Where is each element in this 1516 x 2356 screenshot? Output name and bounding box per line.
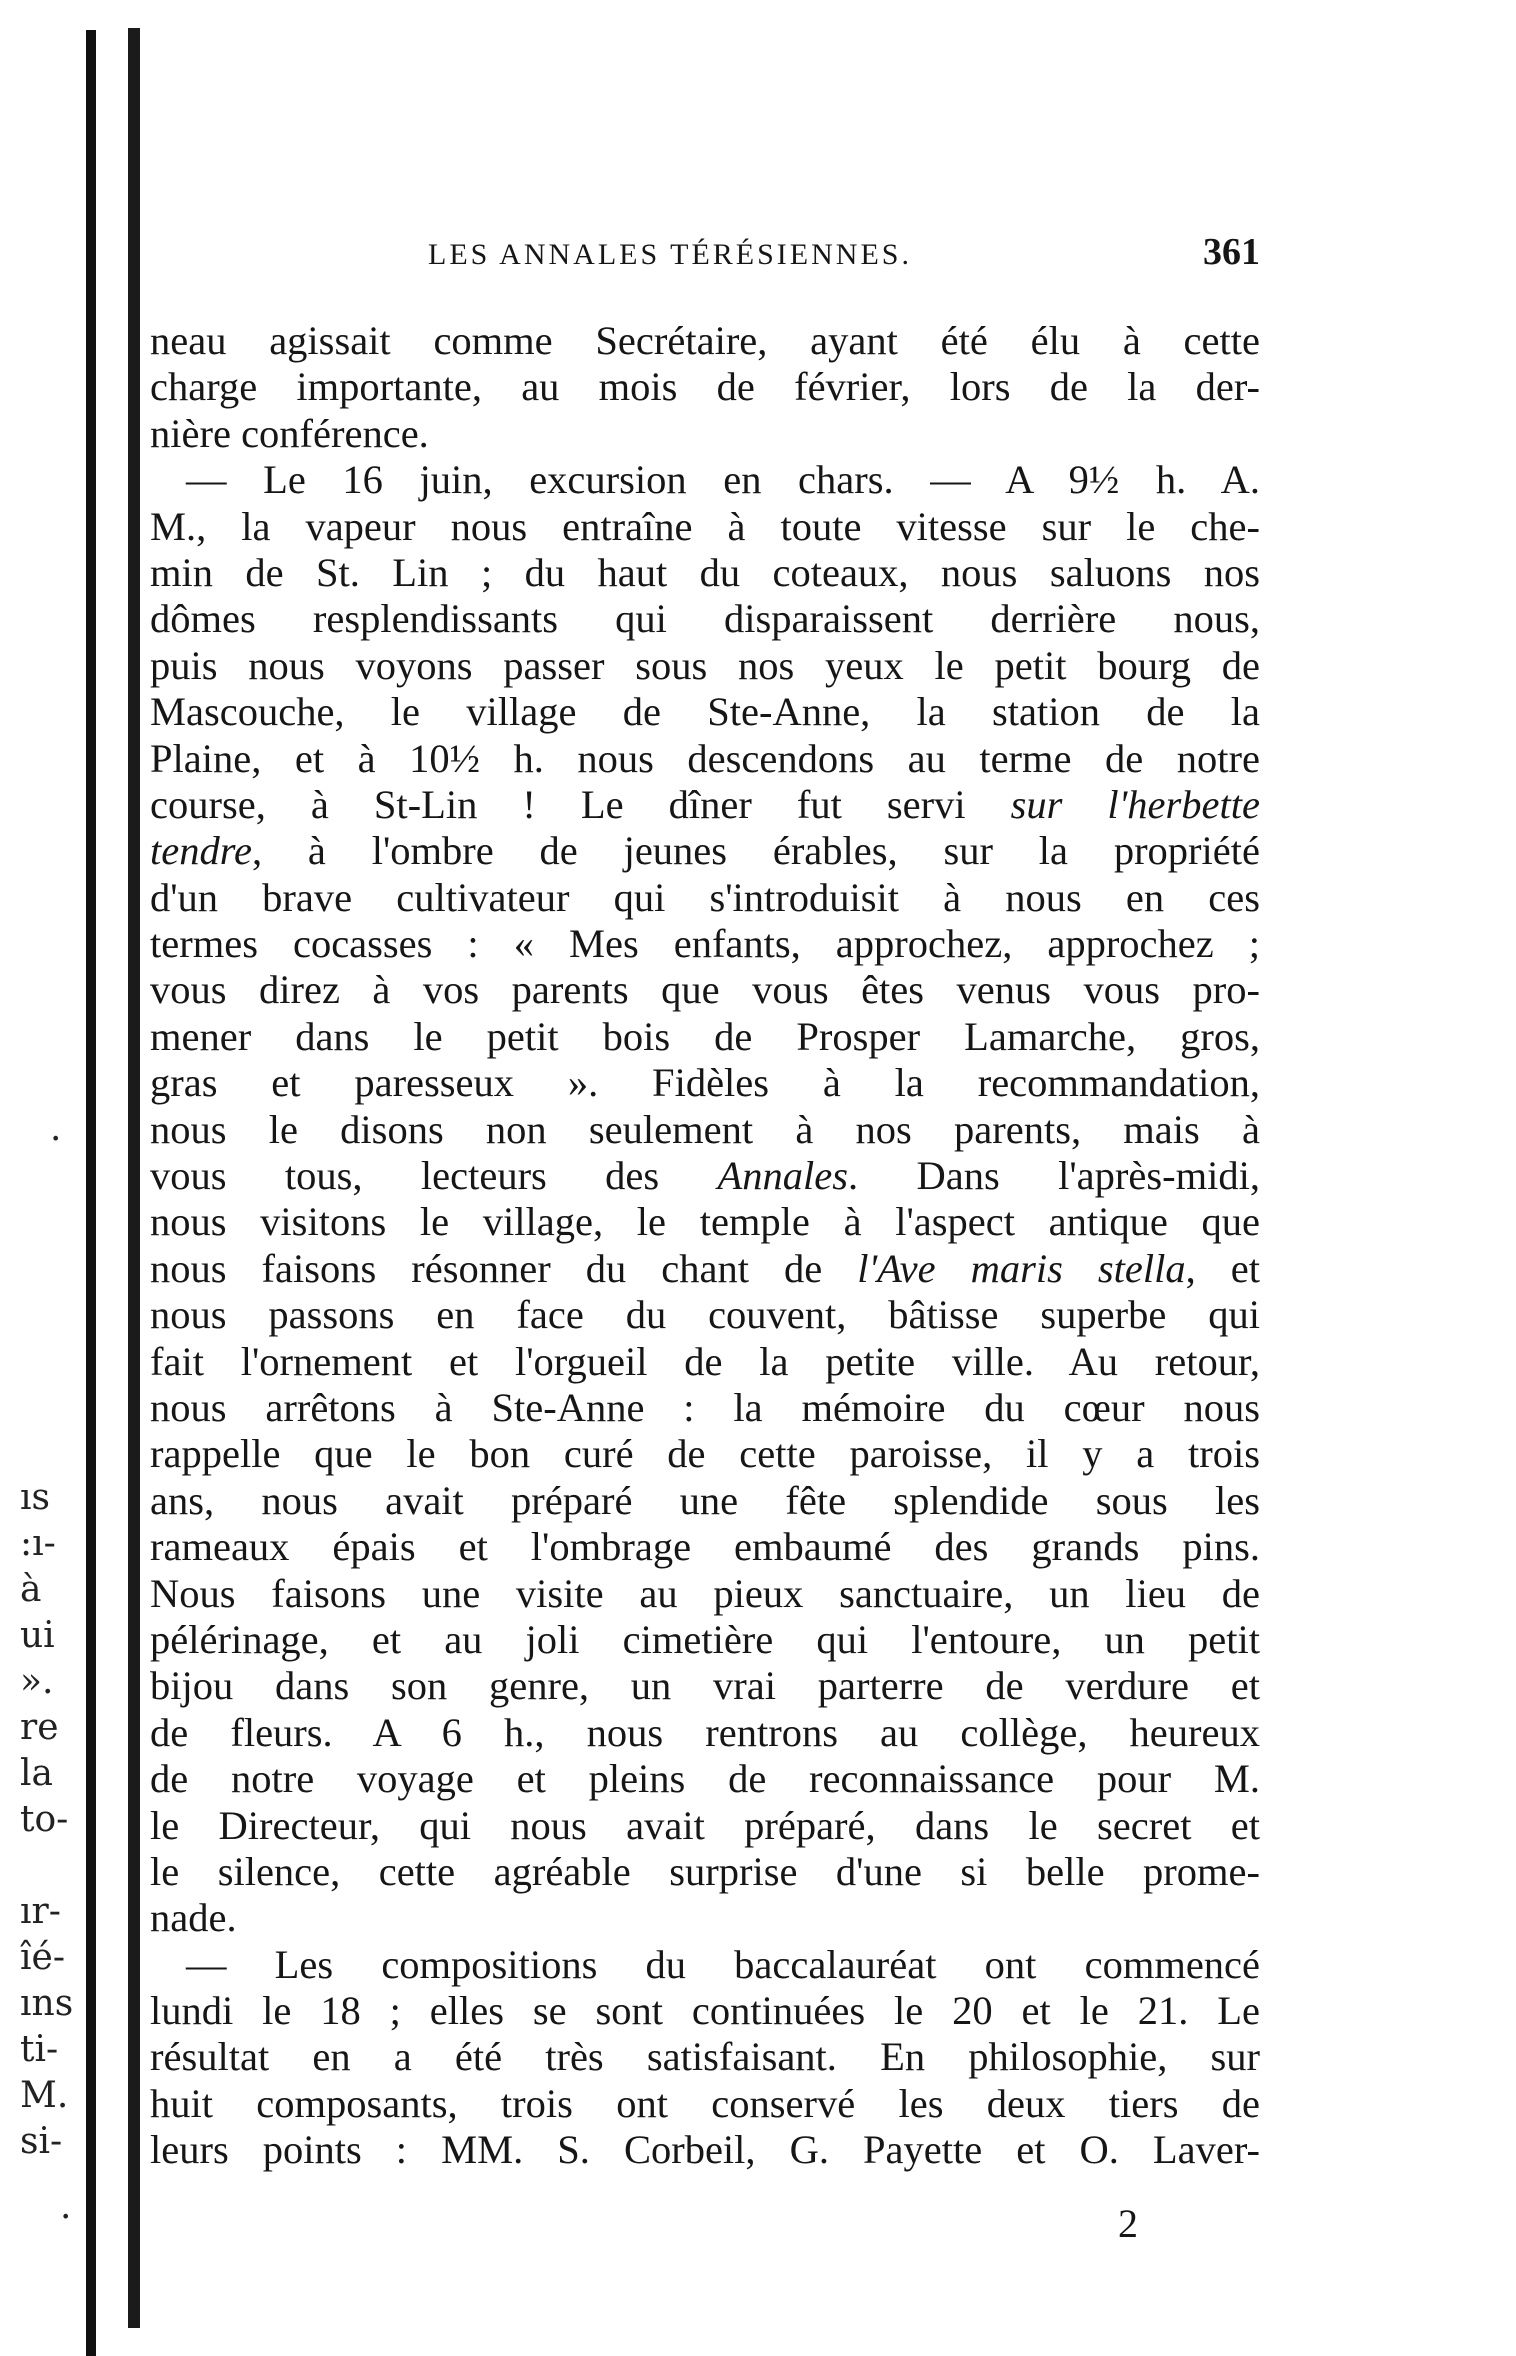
text-line: leurs points : MM. S. Corbeil, G. Payette et O. Laver- xyxy=(150,2127,1260,2173)
text-line: Mascouche, le village de Ste-Anne, la station de la xyxy=(150,689,1260,735)
text-line: nous visitons le village, le temple à l'aspect antique que xyxy=(150,1199,1260,1245)
fragment-line: M. xyxy=(20,2075,69,2116)
facing-page-fragments xyxy=(20,1475,110,2165)
text-line xyxy=(150,1153,1260,1199)
text-run: . Dans l'après-midi, xyxy=(848,1153,1260,1199)
text-line: rappelle que le bon curé de cette paroisse, il y a trois xyxy=(150,1431,1260,1477)
italic-phrase: Annales xyxy=(717,1153,849,1199)
text-line: le Directeur, qui nous avait préparé, dans le secret et xyxy=(150,1802,1260,1848)
fragment-line: re xyxy=(20,1707,59,1748)
italic-phrase: tendre xyxy=(150,828,252,874)
text-line: nous le disons non seulement à nos parents, mais à xyxy=(150,1106,1260,1152)
text-line: puis nous voyons passer sous nos yeux le petit bourg de xyxy=(150,642,1260,688)
text-line: résultat en a été très satisfaisant. En philosophie, sur xyxy=(150,2034,1260,2080)
fragment-line: ». xyxy=(20,1661,54,1702)
text-line: nière conférence. xyxy=(150,410,429,456)
text-line xyxy=(150,782,1260,828)
page-header xyxy=(150,230,1260,286)
text-line: vous direz à vos parents que vous êtes venus vous pro- xyxy=(150,967,1260,1013)
text-line: bijou dans son genre, un vrai parterre de verdure et xyxy=(150,1663,1260,1709)
fragment-line: ui xyxy=(20,1615,55,1656)
text-line xyxy=(150,1246,1260,1292)
fragment-line: si- xyxy=(20,2121,63,2162)
fragment-line: ıs xyxy=(20,1477,50,1518)
fragment-line: ıns xyxy=(20,1983,74,2024)
signature-mark: 2 xyxy=(1118,2201,1138,2246)
text-line xyxy=(150,828,1260,874)
text-run: , et xyxy=(1185,1245,1260,1291)
text-line: huit composants, trois ont conservé les deux tiers de xyxy=(150,2080,1260,2126)
text-line: ans, nous avait préparé une fête splendide sous les xyxy=(150,1477,1260,1523)
text-line: termes cocasses : « Mes enfants, approchez, approchez ; xyxy=(150,921,1260,967)
text-line: charge importante, au mois de février, lors de la der- xyxy=(150,364,1260,410)
text-line: Plaine, et à 10½ h. nous descendons au terme de notre xyxy=(150,735,1260,781)
fragment-line xyxy=(20,1843,110,1889)
page-number: 361 xyxy=(1203,231,1260,273)
text-line: Nous faisons une visite au pieux sanctuaire, un lieu de xyxy=(150,1570,1260,1616)
fragment-line: :ı- xyxy=(20,1523,56,1564)
text-line: — Les compositions du baccalauréat ont commencé xyxy=(186,1941,1260,1987)
text-line: min de St. Lin ; du haut du coteaux, nous saluons nos xyxy=(150,549,1260,595)
text-line: — Le 16 juin, excursion en chars. — A 9½ h. A. xyxy=(186,457,1260,503)
text-run: , à l'ombre de jeunes érables, sur la propriété xyxy=(251,828,1260,874)
text-run: nous faisons résonner du chant de xyxy=(150,1245,858,1291)
text-line: d'un brave cultivateur qui s'introduisit à nous en ces xyxy=(150,874,1260,920)
text-line: rameaux épais et l'ombrage embaumé des grands pins. xyxy=(150,1524,1260,1570)
fragment-line: à xyxy=(20,1569,42,1610)
fragment-line: la xyxy=(20,1753,53,1794)
italic-phrase: sur l'herbette xyxy=(1010,781,1260,827)
fragment-line: îé- xyxy=(20,1937,65,1978)
text-line: M., la vapeur nous entraîne à toute vitesse sur le che- xyxy=(150,503,1260,549)
text-line: mener dans le petit bois de Prosper Lamarche, gros, xyxy=(150,1013,1260,1059)
text-line: fait l'ornement et l'orgueil de la petite ville. Au retour, xyxy=(150,1338,1260,1384)
text-line: nous passons en face du couvent, bâtisse superbe qui xyxy=(150,1292,1260,1338)
text-line: neau agissait comme Secrétaire, ayant été élu à cette xyxy=(150,318,1260,363)
facing-page-edge xyxy=(128,28,140,2328)
body-text xyxy=(150,318,1260,2174)
text-line: gras et paresseux ». Fidèles à la recommandation, xyxy=(150,1060,1260,1106)
text-line: pélérinage, et au joli cimetière qui l'entoure, un petit xyxy=(150,1616,1260,1662)
text-line: lundi le 18 ; elles se sont continuées le 20 et le 21. Le xyxy=(150,1988,1260,2034)
fragment-line: ır- xyxy=(20,1891,61,1932)
text-line: le silence, cette agréable surprise d'une si belle prome- xyxy=(150,1848,1260,1894)
text-line: de notre voyage et pleins de reconnaissance pour M. xyxy=(150,1756,1260,1802)
text-line: nade. xyxy=(150,1895,237,1941)
fragment-line: ti- xyxy=(20,2029,59,2070)
ink-speck: · xyxy=(60,2197,72,2238)
text-line: nous arrêtons à Ste-Anne : la mémoire du cœur nous xyxy=(150,1384,1260,1430)
fragment-line: to- xyxy=(20,1799,69,1840)
text-line: dômes resplendissants qui disparaissent derrière nous, xyxy=(150,596,1260,642)
text-line: de fleurs. A 6 h., nous rentrons au collège, heureux xyxy=(150,1709,1260,1755)
ink-speck: · xyxy=(50,1119,62,1160)
running-title: LES ANNALES TÉRÉSIENNES. xyxy=(428,238,912,271)
text-run: vous tous, lecteurs des xyxy=(150,1153,718,1199)
text-run: course, à St-Lin ! Le dîner fut servi xyxy=(150,781,1011,827)
italic-phrase: l'Ave maris stella xyxy=(857,1245,1186,1291)
